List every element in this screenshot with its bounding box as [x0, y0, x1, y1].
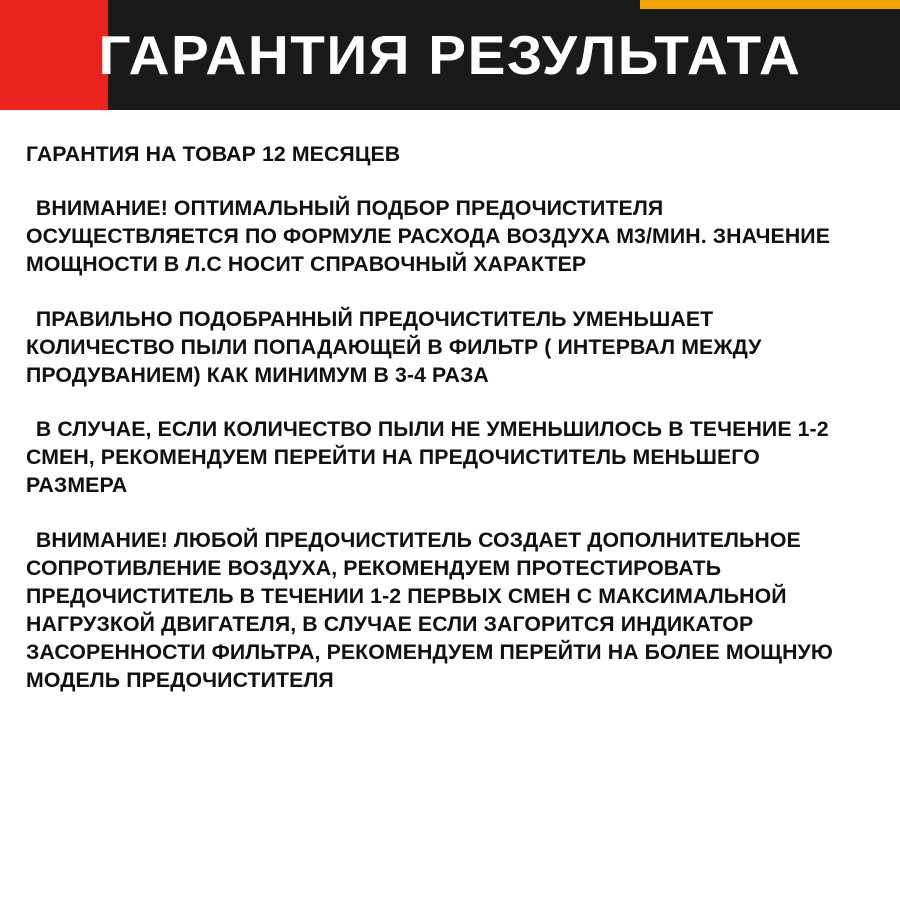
header-banner — [0, 0, 900, 110]
page-title: ГАРАНТИЯ РЕЗУЛЬТАТА — [98, 24, 802, 86]
paragraph-dust-reduction: ПРАВИЛЬНО ПОДОБРАННЫЙ ПРЕДОЧИСТИТЕЛЬ УМЕНЬШАЕТ КОЛИЧЕСТВО ПЫЛИ ПОПАДАЮЩЕЙ В ФИЛЬТР ( ИНТЕРВАЛ МЕЖДУ ПРОДУВАНИЕМ) КАК МИНИМУМ В 3-4 РАЗА — [26, 306, 762, 387]
paragraph-air-resistance-warning: ВНИМАНИЕ! ЛЮБОЙ ПРЕДОЧИСТИТЕЛЬ СОЗДАЕТ ДОПОЛНИТЕЛЬНОЕ СОПРОТИВЛЕНИЕ ВОЗДУХА, РЕКОМЕНДУЕМ ПРОТЕСТИРОВАТЬ ПРЕДОЧИСТИТЕЛЬ В ТЕЧЕНИИ 1-2 ПЕРВЫХ СМЕН С МАКСИМАЛЬНОЙ НАГРУЗКОЙ ДВИГАТЕЛЯ, В СЛУЧАЕ ЕСЛИ ЗАГОРИТСЯ ИНДИКАТОР ЗАСОРЕННОСТИ ФИЛЬТРА, РЕКОМЕНДУЕМ ПЕРЕЙТИ НА БОЛЕЕ МОЩНУЮ МОДЕЛЬ ПРЕДОЧИСТИТЕЛЯ — [26, 527, 833, 693]
paragraph-selection-formula: ВНИМАНИЕ! ОПТИМАЛЬНЫЙ ПОДБОР ПРЕДОЧИСТИТЕЛЯ ОСУЩЕСТВЛЯЕТСЯ ПО ФОРМУЛЕ РАСХОДА ВОЗДУХА М3/МИН. ЗНАЧЕНИЕ МОЩНОСТИ В Л.С НОСИТ СПРАВОЧНЫЙ ХАРАКТЕР — [26, 196, 831, 277]
paragraph-warranty-period: ГАРАНТИЯ НА ТОВАР 12 МЕСЯЦЕВ — [26, 142, 401, 166]
paragraph-smaller-size-recommendation: В СЛУЧАЕ, ЕСЛИ КОЛИЧЕСТВО ПЫЛИ НЕ УМЕНЬШИЛОСЬ В ТЕЧЕНИЕ 1-2 СМЕН, РЕКОМЕНДУЕМ ПЕРЕЙТИ НА ПРЕДОЧИСТИТЕЛЬ МЕНЬШЕГО РАЗМЕРА — [26, 417, 829, 498]
guarantee-text-body — [0, 110, 900, 695]
